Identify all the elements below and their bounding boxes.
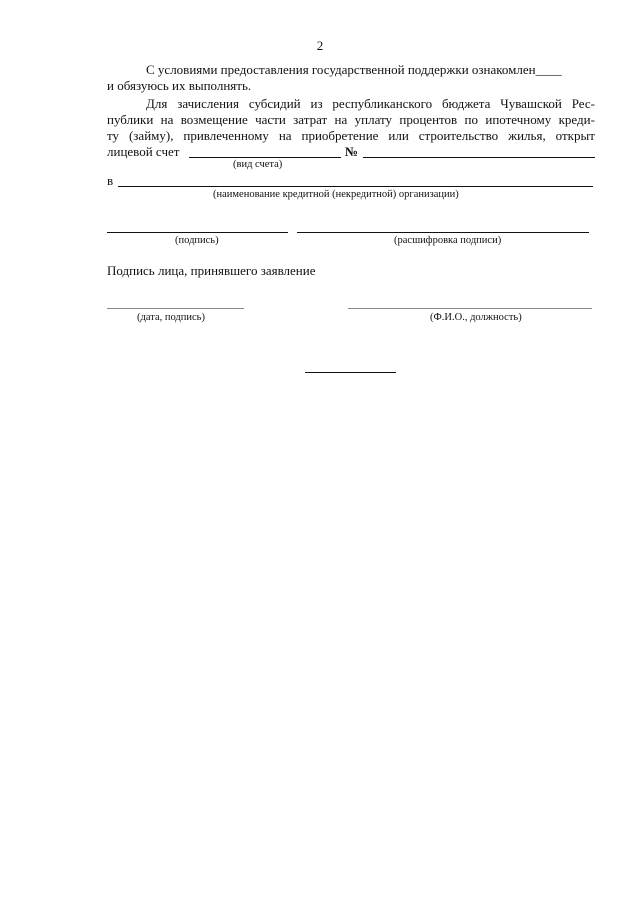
word: республиканского (332, 96, 433, 111)
word: по (464, 112, 479, 127)
word: Чувашской (500, 96, 562, 111)
signature-blank (107, 232, 288, 233)
word: публики (107, 112, 154, 127)
acceptor-label: Подпись лица, принявшего заявление (107, 263, 316, 278)
acknowledgement-line-2: и обязуюсь их выполнять. (107, 78, 252, 93)
word: уплату (354, 112, 393, 127)
word: креди- (558, 112, 595, 127)
word: на (334, 112, 348, 127)
organization-caption: (наименование кредитной (некредитной) организации) (213, 189, 459, 200)
page-number: 2 (316, 38, 324, 53)
account-number-blank (363, 157, 595, 158)
word: открыт (555, 128, 595, 143)
word: жилья, (508, 128, 546, 143)
word: части (255, 112, 286, 127)
word: субсидий (248, 96, 301, 111)
word: на (278, 128, 292, 143)
subsidy-paragraph-line-1 (146, 96, 595, 112)
account-type-blank (189, 157, 341, 158)
name-position-blank (348, 308, 592, 309)
subsidy-paragraph-line-2 (107, 112, 595, 128)
account-label: лицевой счет (107, 144, 180, 159)
word: возмещение (180, 112, 248, 127)
signature-caption: (подпись) (175, 235, 219, 246)
word: из (310, 96, 323, 111)
in-label: в (107, 173, 114, 188)
word: строительство (418, 128, 499, 143)
word: (займу), (128, 128, 174, 143)
word: Рес- (571, 96, 595, 111)
subsidy-paragraph-line-3 (107, 128, 595, 144)
date-signature-blank (107, 308, 244, 309)
word: на (160, 112, 174, 127)
number-sign: № (345, 144, 359, 159)
word: зачисления (177, 96, 239, 111)
word: ипотечному (485, 112, 552, 127)
end-separator-line (305, 372, 396, 373)
signature-decoding-caption: (расшифровка подписи) (394, 235, 502, 246)
word: процентов (399, 112, 458, 127)
word: Для (146, 96, 168, 111)
account-type-caption: (вид счета) (233, 159, 283, 170)
word: ту (107, 128, 120, 143)
name-position-caption: (Ф.И.О., должность) (430, 312, 522, 323)
organization-blank (118, 186, 593, 187)
date-signature-caption: (дата, подпись) (137, 312, 205, 323)
signature-decoding-blank (297, 232, 589, 233)
word: затрат (293, 112, 328, 127)
word: приобретение (301, 128, 379, 143)
acknowledgement-line-1: С условиями предоставления государственной поддержки ознакомлен____ (146, 62, 562, 77)
word: или (388, 128, 409, 143)
word: привлеченному (183, 128, 269, 143)
word: бюджета (441, 96, 491, 111)
